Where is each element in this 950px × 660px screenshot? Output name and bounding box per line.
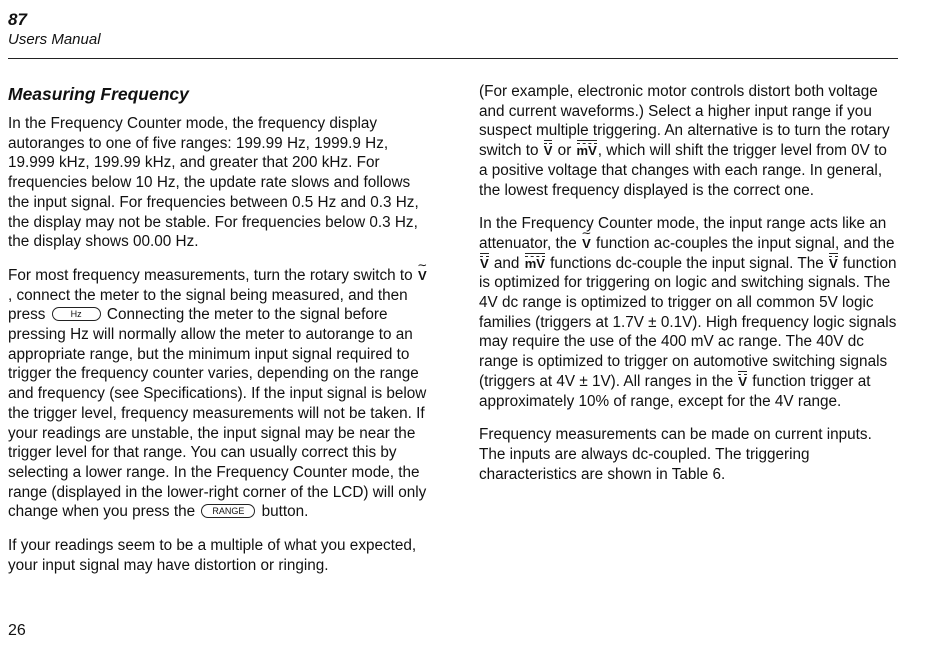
left-column: [8, 80, 428, 589]
dc-volts-icon: V: [828, 254, 839, 274]
text-segment: , which will shift the trigger level from 0V to a positive voltage that changes with each range. In general, the lowest frequency displayed is the correct one.: [479, 142, 887, 199]
hz-key-icon: Hz: [52, 307, 101, 321]
model-number: 87: [8, 10, 27, 29]
paragraph-frequency-ranges: In the Frequency Counter mode, the frequency display autoranges to one of five ranges: 199.99 Hz, 1999.9 Hz, 19.999 kHz, 199.99 kHz, and greater that 200 kHz. For frequencies below 10 Hz, the update rate slows and follows the input signal. For frequencies between 0.5 Hz and 0.3 Hz, the display may not be stable. For frequencies below 0.3 Hz, the display shows 00.00 Hz.: [8, 115, 419, 251]
paragraph-frequency-procedure: [8, 266, 428, 522]
text-segment: Connecting the meter to the signal before pressing Hz will normally allow the meter to autorange to an appropriate range, but the minimum input signal required to trigger the frequency counter varies, depending on the range and frequency (see Specifications). If the input signal is below the trigger level, frequency measurements will not be taken. If your readings are unstable, the input signal may be near the trigger level for that range. You can usually correct this by selecting a lower range. In the Frequency Counter mode, the range (displayed in the lower-right corner of the LCD) will only change when you press the: [8, 306, 427, 521]
paragraph-trigger-alternative: [479, 82, 897, 200]
ac-volts-icon: ∼ V: [581, 234, 592, 254]
page-header: [8, 10, 101, 50]
dc-millivolts-icon: mV: [524, 254, 546, 274]
text-segment: (For example, electronic motor controls distort both voltage and current waveforms.) Select a higher input range if you suspect multiple triggering. An alternative is to turn the rotary switch to: [479, 83, 890, 160]
text-segment: function trigger at approximately 10% of range, except for the 4V range.: [479, 372, 871, 410]
dc-volts-icon: V: [737, 372, 748, 392]
manual-title: Users Manual: [8, 31, 101, 48]
right-column: [479, 82, 897, 498]
text-segment: function is optimized for triggering on logic and switching signals. The 4V dc range is optimized to trigger on all common 5V logic families (triggers at 1.7V ± 0.1V). High frequency logic signals may require the use of the 400 mV ac range. The 40V dc range is optimized to trigger on automotive switching signals (triggers at 4V ± 1V). All ranges in the: [479, 254, 897, 390]
text-segment: button.: [257, 503, 309, 521]
page-number: 26: [8, 622, 26, 639]
dc-volts-icon: V: [543, 141, 554, 161]
section-heading: Measuring Frequency: [8, 84, 189, 104]
paragraph-current-inputs: Frequency measurements can be made on current inputs. The inputs are always dc-coupled. The triggering characteristics are shown in Table 6.: [479, 426, 872, 483]
dc-millivolts-icon: mV: [576, 141, 598, 161]
dc-volts-icon: V: [479, 254, 490, 274]
text-segment: , connect the meter to the signal being measured, and then press: [8, 286, 408, 324]
text-segment: and: [489, 254, 524, 272]
text-segment: In the Frequency Counter mode, the input range acts like an attenuator, the: [479, 215, 887, 252]
text-segment: functions dc-couple the input signal. The: [545, 254, 828, 272]
ac-volts-icon: ∼ V: [417, 266, 428, 286]
range-key-icon: RANGE: [201, 504, 255, 518]
text-segment: function ac-couples the input signal, and the: [591, 234, 895, 252]
header-divider: [8, 58, 898, 59]
text-segment: For most frequency measurements, turn the rotary switch to: [8, 266, 417, 284]
text-segment: or: [553, 142, 576, 160]
paragraph-input-coupling: [479, 214, 897, 411]
paragraph-multiple-triggering: If your readings seem to be a multiple of what you expected, your input signal may have distortion or ringing.: [8, 537, 417, 574]
